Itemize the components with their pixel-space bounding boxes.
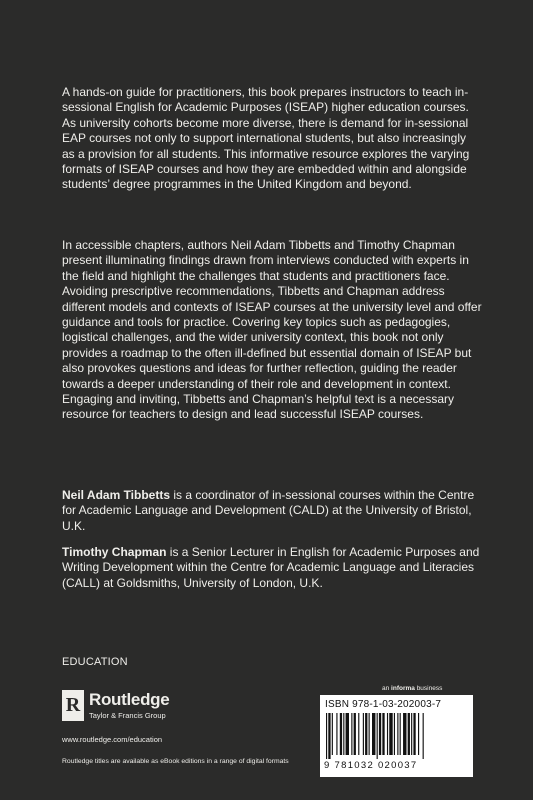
informa-brand: informa xyxy=(391,685,415,692)
barcode-bars-icon xyxy=(324,713,469,759)
subject-category: EDUCATION xyxy=(62,656,128,668)
isbn-text: ISBN 978-1-03-202003-7 xyxy=(325,699,442,710)
barcode-digits: 9 781032 020037 xyxy=(324,760,418,771)
author-bio-chapman xyxy=(62,545,482,591)
description-paragraph-2: In accessible chapters, authors Neil Adam Tibbetts and Timothy Chapman present illuminating findings drawn from interviews conducted with experts in the field and highlight the challenges that students and practitioners face. Avoiding prescriptive recommendations, Tibbetts and Chapman address different models and contexts of ISEAP courses at the university level and offer guidance and tools for practice. Covering key topics such as pedagogies, logistical challenges, and the wider university context, this book not only provides a roadmap to the often ill-defined but essential domain of ISEAP but also provokes questions and ideas for further reflection, guiding the reader towards a deeper understanding of their role and development in context. Engaging and inviting, Tibbetts and Chapman’s helpful text is a necessary resource for teachers to design and lead successful ISEAP courses. xyxy=(62,238,482,422)
informa-suffix: business xyxy=(414,685,443,692)
author-bio-text: is a Senior Lecturer in English for Academic Purposes and Writing Development within the Centre for Academic Language and Literacies (CALL) at Goldsmiths, University of London, U.K. xyxy=(62,545,480,590)
publisher-group: Taylor & Francis Group xyxy=(89,711,166,720)
author-name: Neil Adam Tibbetts xyxy=(62,488,171,502)
isbn-barcode xyxy=(320,695,473,777)
author-bio-text: is a coordinator of in-sessional courses within the Centre for Academic Language and Development (CALD) at the University of Bristol, U.K. xyxy=(62,488,475,533)
informa-business-label xyxy=(382,685,442,692)
ebook-note: Routledge titles are available as eBook editions in a range of digital formats xyxy=(62,758,289,765)
informa-prefix: an xyxy=(382,685,392,692)
publisher-url: www.routledge.com/education xyxy=(62,735,163,744)
description-paragraph-1: A hands-on guide for practitioners, this book prepares instructors to teach in-sessional English for Academic Purposes (ISEAP) higher education courses. As university cohorts become more diverse, there is demand for in-sessional EAP courses not only to support international students, but also increasingly as a provision for all students. This informative resource explores the varying formats of ISEAP courses and how they are embedded within and alongside students’ degree programmes in the United Kingdom and beyond. xyxy=(62,85,470,192)
author-name: Timothy Chapman xyxy=(62,545,167,559)
routledge-mark-icon: R xyxy=(62,690,84,721)
publisher-name: Routledge xyxy=(89,690,170,709)
author-bio-tibbetts xyxy=(62,488,482,534)
publisher-logo xyxy=(62,690,262,730)
